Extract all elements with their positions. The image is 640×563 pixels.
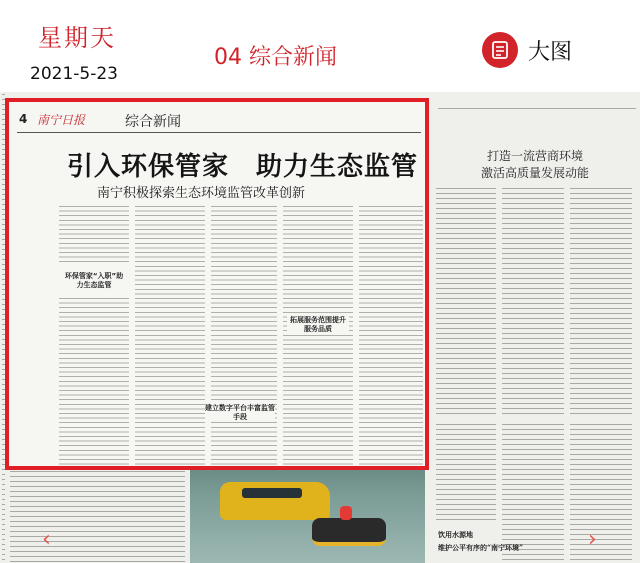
- article-text-column-2: [135, 204, 205, 466]
- article-text-column-3: [211, 204, 277, 466]
- next-arrow-icon[interactable]: ›: [588, 527, 597, 552]
- top-bar: [0, 0, 640, 92]
- right-text-column-2: [502, 186, 564, 416]
- highlighted-article[interactable]: [5, 98, 429, 470]
- weekday-label: 星期天: [38, 24, 116, 52]
- large-image-button[interactable]: [482, 28, 572, 72]
- right-headline-line-2: 激活高质量发展动能: [480, 166, 589, 180]
- page-masthead: [17, 110, 421, 133]
- subhead-box-1: 环保管家“入职”助力生态监管: [64, 272, 124, 289]
- subhead-box-2: 拓展服务范围提升服务品质: [287, 316, 349, 334]
- right-text-column-3: [570, 186, 632, 416]
- column-title: 综合新闻: [125, 114, 181, 130]
- subhead-box-3: 建立数字平台丰富监管手段: [205, 404, 275, 421]
- right-text-column-6: [570, 422, 632, 563]
- large-image-label: 大图: [528, 39, 573, 65]
- article-text-column-5: [359, 204, 423, 466]
- article-headline: 引入环保管家 助力生态监管: [67, 152, 419, 182]
- right-text-column-4: [436, 422, 496, 522]
- bottom-right-headline-2: 维护公平有序的“南宁环境”: [438, 543, 524, 552]
- page-number: 4: [19, 112, 28, 126]
- section-title[interactable]: 04 综合新闻: [214, 45, 337, 70]
- bottom-right-headline-1: 饮用水源地: [438, 530, 473, 539]
- right-headline-line-1: 打造一流营商环境: [486, 149, 583, 163]
- patrol-boat: [312, 518, 386, 546]
- document-icon: [482, 32, 518, 68]
- article-subheadline: 南宁积极探索生态环境监管改革创新: [97, 186, 306, 201]
- article-text-column-1b: [59, 296, 129, 466]
- right-text-column-1: [436, 186, 496, 416]
- boat-window: [242, 488, 302, 498]
- right-rule: [438, 106, 636, 110]
- right-headline: [440, 148, 630, 182]
- newspaper-logo: 南宁日报: [37, 113, 86, 127]
- previous-arrow-icon[interactable]: ‹: [42, 527, 51, 552]
- boat-rider: [340, 506, 352, 520]
- right-text-column-5: [502, 422, 564, 563]
- article-text-column-4b: [283, 342, 353, 466]
- article-text-column-1a: [59, 204, 129, 266]
- date-label: 2021-5-23: [30, 64, 118, 84]
